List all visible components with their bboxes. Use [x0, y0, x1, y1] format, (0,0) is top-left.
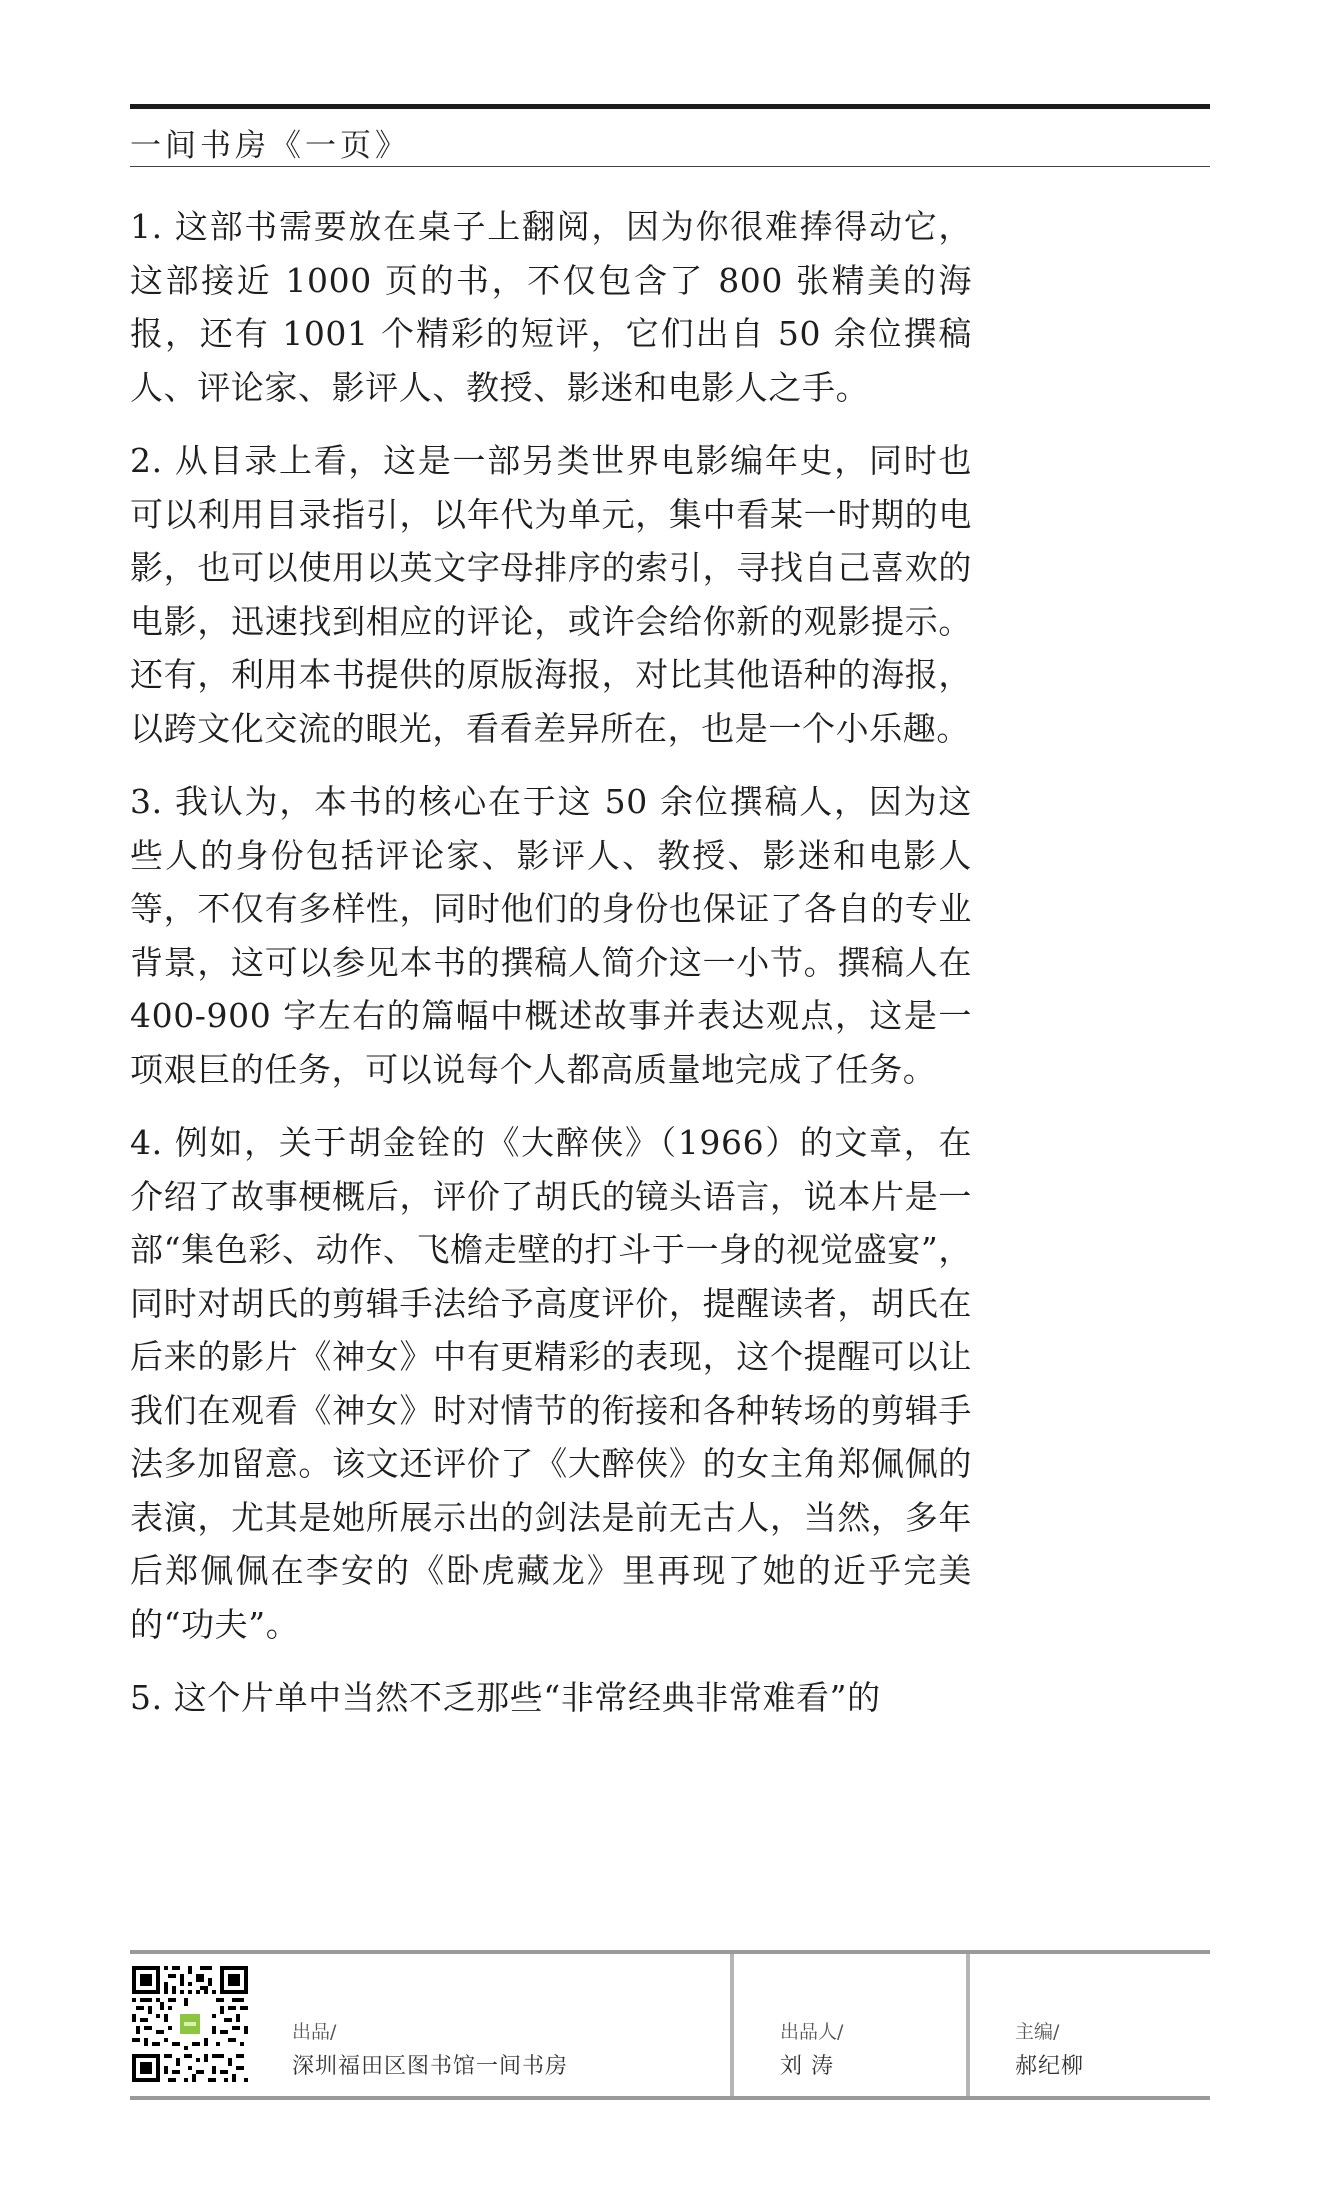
header-top-rule: [130, 104, 1210, 109]
producer-value: 深圳福田区图书馆一间书房: [292, 2054, 569, 2079]
header-bottom-rule: [130, 166, 1210, 167]
footer-divider-2: [966, 1954, 970, 2096]
footer-top-rule: [130, 1950, 1210, 1954]
paragraph-2: 2. 从目录上看，这是一部另类世界电影编年史，同时也可以利用目录指引，以年代为单元，集中看某一时期的电影，也可以使用以英文字母排序的索引，寻找自己喜欢的电影，迅速找到相应的评论，或许会给你新的观影提示。还有，利用本书提供的原版海报，对比其他语种的海报，以跨文化交流的眼光，看看差异所在，也是一个小乐趣。: [130, 441, 972, 748]
page-title: 一间书房《一页》: [130, 128, 410, 164]
footer-divider-1: [730, 1954, 734, 2096]
producer-label: 出品/: [292, 2021, 337, 2043]
footer-bottom-rule: [130, 2096, 1210, 2100]
publisher-label: 出品人/: [780, 2021, 844, 2043]
paragraph-1: 1. 这部书需要放在桌子上翻阅，因为你很难捧得动它，这部接近 1000 页的书，不仅包含了 800 张精美的海报，还有 1001 个精彩的短评，它们出自 50 余位撰稿人、评论家、影评人、教授、影迷和电影人之手。: [130, 207, 972, 407]
paragraph-3: 3. 我认为，本书的核心在于这 50 余位撰稿人，因为这些人的身份包括评论家、影评人、教授、影迷和电影人等，不仅有多样性，同时他们的身份也保证了各自的专业背景，这可以参见本书的撰稿人简介这一小节。撰稿人在 400-900 字左右的篇幅中概述故事并表达观点，这是一项艰巨的任务，可以说每个人都高质量地完成了任务。: [130, 782, 972, 1089]
article-body: [130, 200, 972, 1745]
qr-code-icon: [132, 1966, 248, 2082]
editor-value: 郝纪柳: [1015, 2054, 1085, 2079]
paragraph-4: 4. 例如，关于胡金铨的《大醉侠》（1966）的文章，在介绍了故事梗概后，评价了胡氏的镜头语言，说本片是一部“集色彩、动作、飞檐走壁的打斗于一身的视觉盛宴”，同时对胡氏的剪辑手法给予高度评价，提醒读者，胡氏在后来的影片《神女》中有更精彩的表现，这个提醒可以让我们在观看《神女》时对情节的衔接和各种转场的剪辑手法多加留意。该文还评价了《大醉侠》的女主角郑佩佩的表演，尤其是她所展示出的剑法是前无古人，当然，多年后郑佩佩在李安的《卧虎藏龙》里再现了她的近乎完美的“功夫”。: [130, 1123, 972, 1644]
editor-label: 主编/: [1015, 2021, 1060, 2043]
paragraph-5: 5. 这个片单中当然不乏那些“非常经典非常难看”的: [130, 1678, 881, 1717]
publisher-value: 刘 涛: [780, 2054, 834, 2079]
